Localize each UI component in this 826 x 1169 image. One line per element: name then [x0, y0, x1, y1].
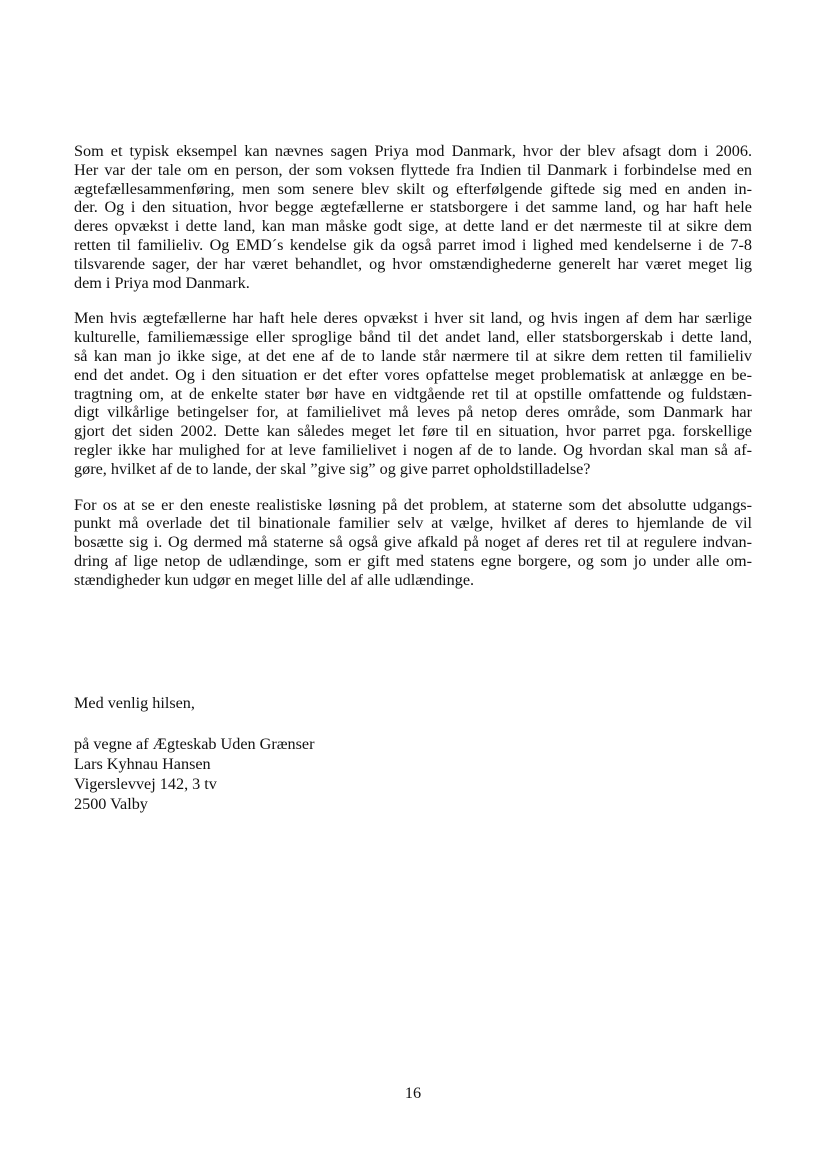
text-line: bosætte sig i. Og dermed må staterne så også give afkald på noget af deres ret til at regulere indvan-	[74, 533, 752, 552]
text-line: Men hvis ægtefællerne har haft hele deres opvækst i hver sit land, og hvis ingen af dem har særlige	[74, 309, 752, 328]
text-line: gjort det siden 2002. Dette kan således meget let føre til en situation, hvor parret pga. forskellige	[74, 422, 752, 441]
text-line: tragtning om, at de enkelte stater bør have en vidtgående ret til at opstille omfattende og fuldstæn-	[74, 384, 752, 403]
text-line: digt vilkårlige betingelser for, at familielivet må leves på netop deres område, som Danmark har	[74, 403, 752, 422]
signature-street-address: Vigerslevvej 142, 3 tv	[74, 775, 217, 793]
signature-postal-city: 2500 Valby	[74, 795, 148, 813]
paragraph-3	[74, 496, 752, 590]
page-number: 16	[404, 1084, 422, 1102]
text-line: ægtefællesammenføring, men som senere blev skilt og efterfølgende giftede sig med en anden in-	[74, 179, 752, 198]
text-line: For os at se er den eneste realistiske løsning på det problem, at staterne som det absolutte udgangs-	[74, 495, 752, 514]
closing-text: Med venlig hilsen,	[74, 694, 195, 712]
text-line: Her var der tale om en person, der som voksen flyttede fra Indien til Danmark i forbindelse med en	[74, 160, 752, 179]
text-line: regler ikke har mulighed for at leve familielivet i nogen af de to lande. Og hvordan skal man så af-	[74, 440, 752, 459]
text-line: dring af lige netop de udlændinge, som er gift med statens egne borgere, og som jo under alle om-	[74, 551, 752, 570]
signature-name: Lars Kyhnau Hansen	[74, 755, 211, 773]
text-line: gøre, hvilket af de to lande, der skal ”give sig” og give parret opholdstilladelse?	[74, 459, 591, 478]
text-line: kulturelle, familiemæssige eller sproglige bånd til det andet land, eller statsborgerskab i dette land,	[74, 328, 752, 347]
paragraph-2	[74, 309, 752, 478]
paragraph-1	[74, 142, 752, 292]
text-line: deres opvækst i dette land, kan man måske godt sige, at dette land er det nærmeste til at sikre dem	[74, 217, 752, 236]
text-line: tilsvarende sager, der har været behandlet, og hvor omstændighederne generelt har været meget lig	[74, 254, 752, 273]
closing-salutation	[74, 694, 195, 713]
letter-body	[74, 142, 752, 607]
text-line: så kan man jo ikke sige, at det ene af de to lande står nærmere til at sikre dem retten til familieliv	[74, 346, 752, 365]
signature-organization: på vegne af Ægteskab Uden Grænser	[74, 735, 315, 753]
text-line: punkt må overlade det til binationale familier selv at vælge, hvilket af deres to hjemlande de vil	[74, 514, 752, 533]
text-line: retten til familieliv. Og EMD´s kendelse gik da også parret imod i lighed med kendelserne i de 7-8	[74, 235, 752, 254]
text-line: Som et typisk eksempel kan nævnes sagen Priya mod Danmark, hvor der blev afsagt dom i 2006.	[74, 142, 752, 160]
text-line: der. Og i den situation, hvor begge ægtefællerne er statsborgere i det samme land, og har haft hele	[74, 198, 752, 217]
signature-block	[74, 734, 315, 814]
text-line: stændigheder kun udgør en meget lille del af alle udlændinge.	[74, 570, 475, 589]
text-line: dem i Priya mod Danmark.	[74, 273, 250, 292]
text-line: end det andet. Og i den situation er det efter vores opfattelse meget problematisk at anlægge en be-	[74, 365, 752, 384]
